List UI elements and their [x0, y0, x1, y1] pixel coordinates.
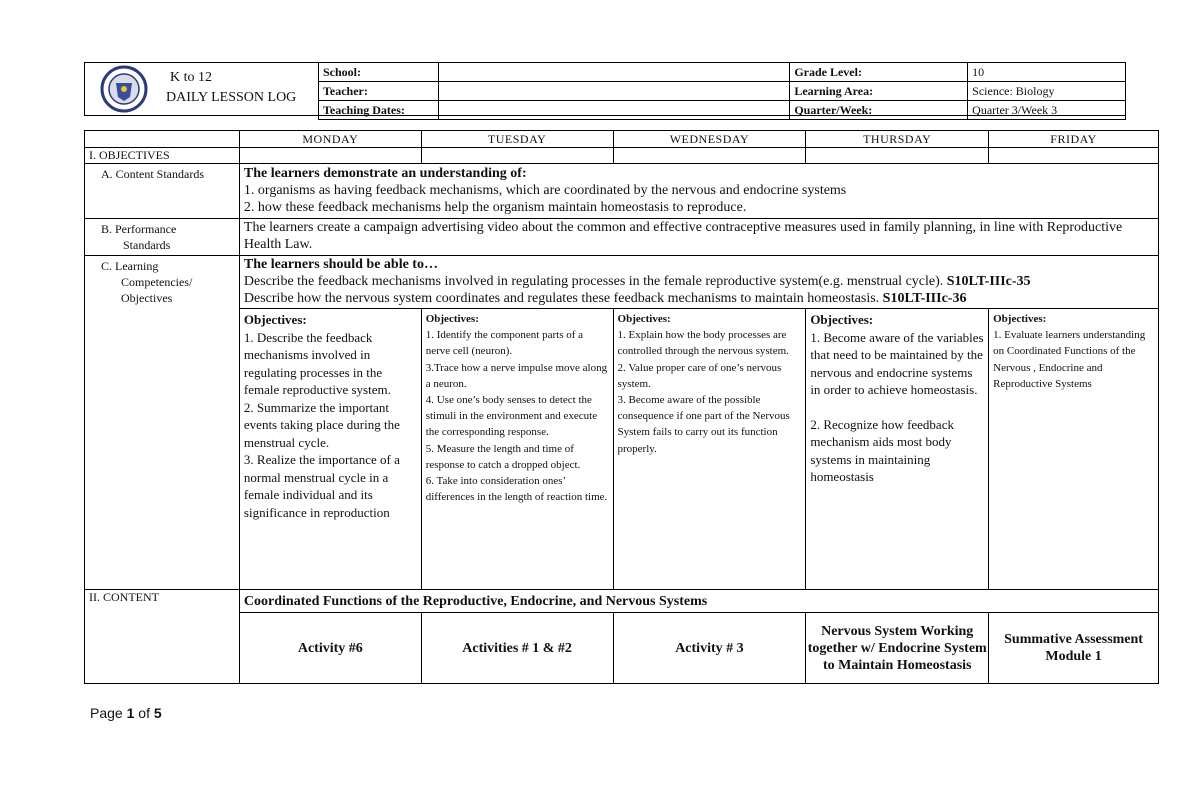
friday-objectives-heading: Objectives:: [993, 313, 1047, 325]
tuesday-activity: Activities # 1 & #2: [421, 613, 613, 684]
tuesday-objective-3: 4. Use one’s body senses to detect the stimuli in the environment and execute the corresponding response.: [425, 394, 598, 439]
objectives-monday-blank[interactable]: [239, 148, 421, 164]
performance-standards-text: The learners create a campaign advertising video about the common and effective contraceptive measures used in family planning, in line with Reproductive Health Law.: [239, 219, 1158, 256]
day-friday: FRIDAY: [989, 131, 1159, 148]
tuesday-objective-2: 3.Trace how a nerve impulse move along a neuron.: [425, 361, 608, 390]
objectives-thursday-blank[interactable]: [806, 148, 989, 164]
monday-objective-1: 1. Describe the feedback mechanisms involved in regulating processes in the female reproductive system.: [243, 329, 391, 397]
thursday-objectives: [806, 309, 989, 590]
thursday-objective-1: 1. Become aware of the variables that need to be maintained by the nervous and endocrine systems in order to achieve homeostasis.: [810, 329, 984, 397]
day-wednesday: WEDNESDAY: [613, 131, 806, 148]
content-standards-heading: The learners demonstrate an understanding of:: [243, 166, 527, 181]
content-activities-row: [85, 613, 1159, 684]
tuesday-objective-1: 1. Identify the component parts of a nerve cell (neuron).: [425, 329, 584, 358]
quarter-week-value[interactable]: Quarter 3/Week 3: [968, 101, 1126, 120]
competencies-label-line3: Objectives: [121, 291, 173, 305]
header-info-table: [318, 62, 1126, 120]
competencies-heading: The learners should be able to…: [243, 257, 438, 272]
content-section-label: II. CONTENT: [85, 590, 240, 684]
competency-2: [244, 290, 1154, 307]
footer-of-word: of: [138, 705, 150, 721]
school-value[interactable]: [438, 63, 789, 82]
performance-label-line1: B. Performance: [101, 222, 177, 236]
content-title: Coordinated Functions of the Reproductive, Endocrine, and Nervous Systems: [239, 590, 1158, 613]
teacher-value[interactable]: [438, 82, 789, 101]
day-tuesday: TUESDAY: [421, 131, 613, 148]
teaching-dates-value[interactable]: [438, 101, 789, 120]
quarter-week-label: Quarter/Week:: [790, 101, 968, 120]
friday-activity: Summative Assessment Module 1: [989, 613, 1159, 684]
teaching-dates-label: Teaching Dates:: [319, 101, 439, 120]
title-k-to-12: K to 12: [170, 70, 212, 85]
competencies-label-line2: Competencies/: [121, 275, 193, 289]
wednesday-objective-1: 1. Explain how the body processes are controlled through the nervous system.: [617, 329, 789, 358]
monday-activity: Activity #6: [239, 613, 421, 684]
performance-standards-row: [85, 219, 1159, 256]
footer-page-word: Page: [90, 705, 123, 721]
deped-seal-icon: [92, 65, 156, 113]
content-standards-text: [239, 164, 1158, 219]
wednesday-objectives: [613, 309, 806, 590]
daily-objectives-row: [85, 309, 1159, 590]
objectives-section-row: [85, 148, 1159, 164]
tuesday-objectives-heading: Objectives:: [425, 313, 479, 325]
tuesday-objective-4: 5. Measure the length and time of response to catch a dropped object.: [425, 442, 581, 471]
days-header-row: [85, 131, 1159, 148]
content-standards-item-2: 2. how these feedback mechanisms help the organism maintain homeostasis to reproduce.: [243, 200, 747, 215]
wednesday-objective-2: 2. Value proper care of one’s nervous system.: [617, 361, 782, 390]
competency-1-text: Describe the feedback mechanisms involved in regulating processes in the female reproductive system(e.g. menstrual cycle).: [243, 274, 944, 289]
school-label: School:: [319, 63, 439, 82]
friday-objectives: [989, 309, 1159, 590]
thursday-objective-2: 2. Recognize how feedback mechanism aids most body systems in maintaining homeostasis: [810, 416, 954, 484]
monday-objectives-heading: Objectives:: [243, 312, 307, 327]
content-standards-item-1: 1. organisms as having feedback mechanisms, which are coordinated by the nervous and endocrine systems: [243, 183, 847, 198]
footer-page-total: 5: [153, 705, 162, 721]
competency-1: [244, 273, 1154, 290]
content-standards-label: A. Content Standards: [85, 164, 240, 219]
day-thursday: THURSDAY: [806, 131, 989, 148]
page-footer: [90, 705, 162, 721]
objectives-section-label: I. OBJECTIVES: [85, 148, 240, 164]
lesson-log-table: [84, 130, 1159, 684]
learning-area-value[interactable]: Science: Biology: [968, 82, 1126, 101]
thursday-activity: Nervous System Working together w/ Endocrine System to Maintain Homeostasis: [806, 613, 989, 684]
content-standards-row: [85, 164, 1159, 219]
competency-2-text: Describe how the nervous system coordinates and regulates these feedback mechanisms to maintain homeostasis.: [243, 291, 880, 306]
wednesday-activity: Activity # 3: [613, 613, 806, 684]
learning-area-label: Learning Area:: [790, 82, 968, 101]
footer-page-number: 1: [126, 705, 135, 721]
monday-objective-2: 2. Summarize the important events taking place during the menstrual cycle.: [243, 399, 400, 450]
day-monday: MONDAY: [239, 131, 421, 148]
performance-standards-label: [85, 219, 240, 256]
objectives-wednesday-blank[interactable]: [613, 148, 806, 164]
days-header-blank: [85, 131, 240, 148]
grade-level-value[interactable]: 10: [968, 63, 1126, 82]
competencies-label: [85, 256, 240, 590]
performance-label-line2: Standards: [123, 238, 171, 252]
thursday-objectives-heading: Objectives:: [810, 312, 874, 327]
competency-2-code: S10LT-IIIc-36: [882, 291, 967, 306]
competency-1-code: S10LT-IIIc-35: [946, 274, 1031, 289]
competencies-label-line1: C. Learning: [101, 259, 159, 273]
grade-level-label: Grade Level:: [790, 63, 968, 82]
objectives-tuesday-blank[interactable]: [421, 148, 613, 164]
teacher-label: Teacher:: [319, 82, 439, 101]
title-daily-lesson-log: DAILY LESSON LOG: [166, 90, 297, 105]
competencies-text: [239, 256, 1158, 309]
tuesday-objectives: [421, 309, 613, 590]
content-section-row: [85, 590, 1159, 613]
tuesday-objective-5: 6. Take into consideration ones’ differences in the length of reaction time.: [425, 475, 608, 504]
objectives-friday-blank[interactable]: [989, 148, 1159, 164]
friday-objective-1: 1. Evaluate learners understanding on Coordinated Functions of the Nervous , Endocrine and Reproductive Systems: [993, 329, 1146, 390]
wednesday-objectives-heading: Objectives:: [617, 313, 671, 325]
monday-objective-3: 3. Realize the importance of a normal menstrual cycle in a female individual and its significance in reproduction: [243, 452, 400, 520]
monday-objectives: [239, 309, 421, 590]
competencies-row: [85, 256, 1159, 309]
wednesday-objective-3: 3. Become aware of the possible consequence if one part of the Nervous System fails to carry out its function properly.: [617, 394, 790, 455]
